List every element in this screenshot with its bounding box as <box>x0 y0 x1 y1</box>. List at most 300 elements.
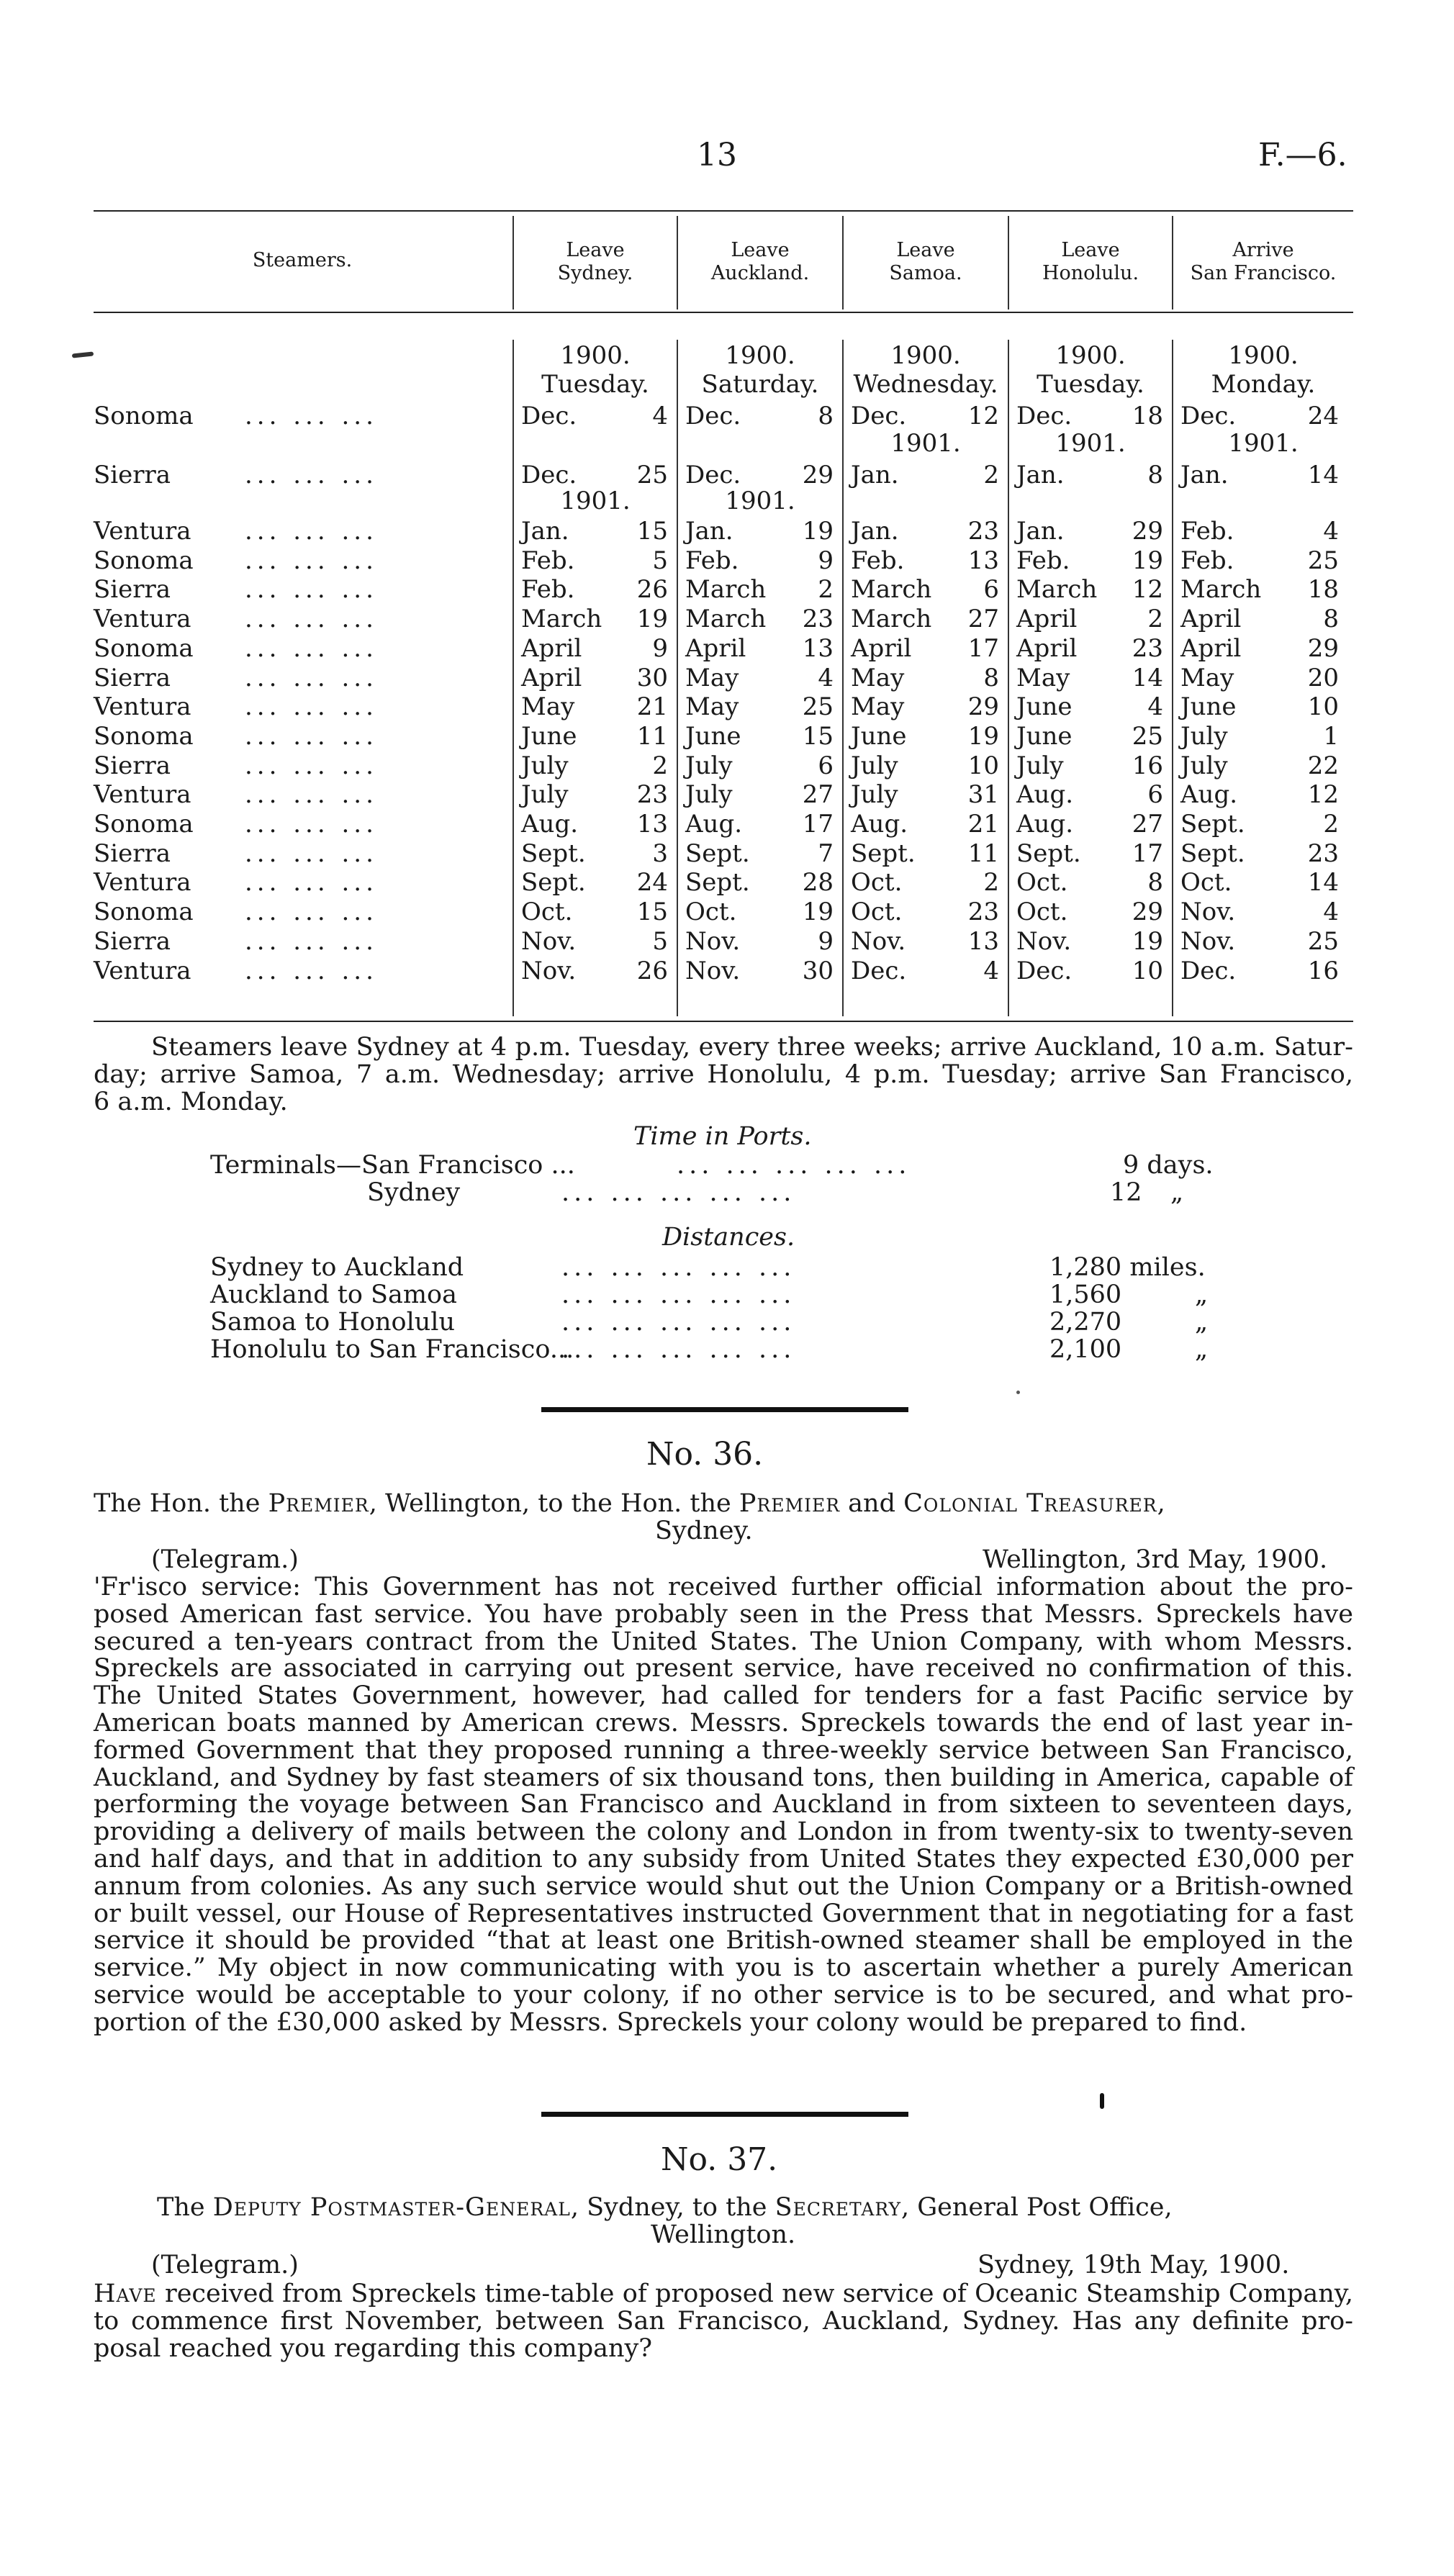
date-cell <box>685 692 834 721</box>
month: Oct. <box>851 898 903 927</box>
month: June <box>521 721 577 751</box>
table-row <box>0 575 1454 604</box>
date-cell <box>851 634 999 663</box>
steamer-name: Ventura <box>94 956 191 985</box>
day: 17 <box>1132 839 1163 868</box>
day: 19 <box>1132 546 1163 575</box>
month: July <box>685 780 733 810</box>
month: March <box>1016 575 1098 605</box>
day: 4 <box>1323 517 1339 546</box>
col-header-leave-sydney: Leave Sydney. <box>557 239 633 284</box>
distance-value: 2,270 <box>1049 1308 1122 1337</box>
auckland-year-heading: 1900. Saturday. <box>701 341 819 399</box>
month: May <box>851 692 905 722</box>
date-cell <box>851 810 999 839</box>
day: 12 <box>1132 575 1163 605</box>
date-cell <box>1180 957 1339 985</box>
date-cell <box>1016 780 1163 809</box>
day: 29 <box>1307 633 1339 663</box>
date-cell <box>685 575 834 604</box>
month: April <box>1016 605 1078 634</box>
month: Sept. <box>521 868 586 898</box>
table-row <box>0 664 1454 692</box>
leader-dots: ... ... ... <box>245 839 378 868</box>
day: 8 <box>818 402 834 430</box>
month: May <box>851 663 905 692</box>
month: Sept. <box>521 839 586 868</box>
day: 18 <box>1307 575 1339 605</box>
day: 26 <box>636 575 668 605</box>
date-cell <box>521 664 668 692</box>
letter-body-line: and half days, and that in addition to any subsidy from United States they expected £30,000 per <box>94 1845 1353 1874</box>
month: April <box>1180 605 1242 634</box>
table-row <box>0 634 1454 663</box>
month: June <box>1016 721 1073 751</box>
day: 12 <box>1307 780 1339 810</box>
year-marker: 1901. <box>1055 429 1126 458</box>
month: Feb. <box>851 546 905 575</box>
day: 5 <box>652 926 668 956</box>
day: 9 <box>818 546 834 575</box>
letter-body-line: 'Fr'isco service: This Government has not received further official information about the pro- <box>94 1573 1353 1601</box>
day: 15 <box>636 517 668 546</box>
day: 29 <box>967 692 999 722</box>
letter-body-line: service it should be provided “that at least one British-owned steamer shall be employed in the <box>94 1926 1353 1956</box>
section-divider <box>541 1407 908 1412</box>
date-cell <box>851 957 999 985</box>
day: 27 <box>967 605 999 634</box>
day: 23 <box>802 605 834 634</box>
month: Feb. <box>685 546 739 575</box>
leader-dots: ... ... ... ... ... <box>561 1308 796 1337</box>
month: April <box>1180 633 1242 663</box>
day: 6 <box>1147 780 1163 810</box>
month: May <box>1180 663 1234 692</box>
month: Jan. <box>1180 461 1229 489</box>
page-reference: F.—6. <box>1258 137 1347 173</box>
letter-body-line: providing a delivery of mails between the colony and London in from twenty-six to twenty-seven <box>94 1817 1353 1847</box>
month: Sept. <box>851 839 916 868</box>
ditto-mark: „ <box>1195 1308 1209 1337</box>
date-cell <box>685 898 834 926</box>
date-cell <box>1016 810 1163 839</box>
day: 2 <box>1147 605 1163 634</box>
month: Dec. <box>1180 402 1237 430</box>
day: 19 <box>802 898 834 927</box>
month: Oct. <box>521 898 573 927</box>
day: 7 <box>818 839 834 868</box>
month: March <box>521 605 602 634</box>
day: 8 <box>1323 605 1339 634</box>
date-cell <box>685 927 834 956</box>
day: 4 <box>652 402 668 430</box>
distance-value: 2,100 <box>1049 1335 1122 1364</box>
day: 29 <box>802 461 834 489</box>
date-cell <box>521 461 668 489</box>
month: April <box>685 633 746 663</box>
date-cell <box>1016 957 1163 985</box>
table-row <box>0 402 1454 430</box>
day: 4 <box>1323 898 1339 927</box>
month: June <box>1180 692 1237 722</box>
date-cell <box>1016 664 1163 692</box>
leader-dots: ... ... ... <box>245 605 378 634</box>
month: July <box>851 751 898 780</box>
date-cell <box>1180 868 1339 897</box>
date-cell <box>1180 898 1339 926</box>
year-marker: 1901. <box>725 487 795 515</box>
pointer-mark <box>72 351 94 358</box>
month: Oct. <box>1180 868 1232 898</box>
date-cell <box>1016 517 1163 546</box>
date-cell <box>851 517 999 546</box>
ports-heading: Time in Ports. <box>633 1122 812 1151</box>
distance-label: Samoa to Honolulu <box>210 1308 456 1337</box>
date-cell <box>851 927 999 956</box>
date-cell <box>685 722 834 751</box>
date-cell <box>521 751 668 780</box>
month: June <box>685 721 741 751</box>
date-cell <box>521 517 668 546</box>
day: 30 <box>636 663 668 692</box>
date-cell <box>851 868 999 897</box>
letter-body-line: American boats manned by American crews. Messrs. Spreckels towards the end of last year in- <box>94 1709 1353 1737</box>
day: 21 <box>967 810 999 839</box>
sydney-days: 12 <box>1110 1178 1142 1207</box>
leader-dots: ... ... ... <box>245 721 378 751</box>
letter-heading: No. 37. <box>661 2141 778 2178</box>
honolulu-year-heading: 1900. Tuesday. <box>1037 341 1144 399</box>
month: Oct. <box>1016 868 1068 898</box>
day: 4 <box>818 663 834 692</box>
date-cell <box>521 722 668 751</box>
month: Feb. <box>521 546 575 575</box>
table-row <box>0 780 1454 809</box>
date-cell <box>851 461 999 489</box>
ink-mark <box>1100 2093 1104 2109</box>
letter-body-line: posal reached you regarding this company? <box>94 2334 653 2363</box>
month: Jan. <box>1016 517 1065 546</box>
day: 19 <box>1132 926 1163 956</box>
steamer-name: Sonoma <box>94 402 194 430</box>
month: Sept. <box>1180 810 1245 839</box>
day: 13 <box>967 926 999 956</box>
month: Dec. <box>521 461 577 489</box>
steamer-name: Sonoma <box>94 546 194 575</box>
day: 25 <box>1307 926 1339 956</box>
day: 4 <box>1147 692 1163 722</box>
ditto-mark: „ <box>1195 1335 1209 1364</box>
table-row <box>0 868 1454 897</box>
month: Feb. <box>1180 517 1234 546</box>
date-cell <box>851 692 999 721</box>
month: July <box>851 780 898 810</box>
day: 20 <box>1307 663 1339 692</box>
table-row <box>0 957 1454 985</box>
month: July <box>521 780 569 810</box>
date-cell <box>1180 461 1339 489</box>
month: March <box>685 605 767 634</box>
date-cell <box>851 722 999 751</box>
month: Sept. <box>1180 839 1245 868</box>
date-cell <box>685 402 834 430</box>
day: 23 <box>1132 633 1163 663</box>
month: June <box>1016 692 1073 722</box>
table-row <box>0 546 1454 575</box>
day: 16 <box>1307 956 1339 985</box>
month: Nov. <box>521 926 577 956</box>
col-header-arrive-san-francisco: Arrive San Francisco. <box>1190 239 1337 284</box>
date-cell <box>521 780 668 809</box>
table-row <box>0 751 1454 780</box>
date-cell <box>685 605 834 633</box>
ditto-mark: „ <box>1195 1280 1209 1309</box>
month: Oct. <box>685 898 737 927</box>
day: 8 <box>983 663 999 692</box>
col-header-leave-samoa: Leave Samoa. <box>889 239 962 284</box>
steamer-name: Sierra <box>94 839 171 868</box>
letter-dateline: Wellington, 3rd May, 1900. <box>983 1545 1328 1574</box>
table-row <box>0 605 1454 633</box>
day: 9 <box>652 633 668 663</box>
date-cell <box>851 664 999 692</box>
leader-dots: ... ... ... <box>245 956 378 985</box>
letter-place: Sydney. <box>655 1517 753 1545</box>
table-row <box>0 517 1454 546</box>
date-cell <box>1180 751 1339 780</box>
leader-dots: ... ... ... ... ... <box>561 1178 796 1207</box>
day: 16 <box>1132 751 1163 780</box>
day: 12 <box>967 402 999 430</box>
letter-address: The Deputy Postmaster-General, Sydney, to the Secretary, General Post Office, <box>157 2193 1173 2222</box>
leader-dots: ... ... ... <box>245 575 378 605</box>
date-cell <box>685 461 834 489</box>
date-cell <box>1016 692 1163 721</box>
letter-body-line: portion of the £30,000 asked by Messrs. Spreckels your colony would be prepared to find. <box>94 2007 1247 2037</box>
day: 8 <box>1147 868 1163 898</box>
month: Aug. <box>521 810 579 839</box>
month: Nov. <box>1180 898 1236 927</box>
col-header-leave-auckland: Leave Auckland. <box>710 239 810 284</box>
letter-body-line: or built vessel, our House of Representatives instructed Government that in negotiating for a fast <box>94 1899 1353 1928</box>
month: Aug. <box>1016 810 1074 839</box>
letter-body-line: annum from colonies. As any such service would shut out the Union Company or a British-owned <box>94 1871 1353 1901</box>
leader-dots: ... ... ... <box>245 810 378 839</box>
date-cell <box>1180 810 1339 839</box>
table-row <box>0 692 1454 721</box>
month: Jan. <box>685 517 733 546</box>
steamer-name: Sonoma <box>94 810 194 839</box>
month: Dec. <box>1180 956 1237 985</box>
day: 30 <box>802 956 834 985</box>
table-bottom-rule <box>94 1021 1353 1022</box>
leader-dots: ... ... ... <box>245 663 378 692</box>
day: 24 <box>1307 402 1339 430</box>
san-francisco-year-heading: 1900. Monday. <box>1211 341 1316 399</box>
table-row <box>0 839 1454 868</box>
sf-days: 9 days. <box>1123 1151 1214 1180</box>
date-cell <box>521 868 668 897</box>
date-cell <box>1016 868 1163 897</box>
col-header-leave-honolulu: Leave Honolulu. <box>1042 239 1139 284</box>
leader-dots: ... ... ... <box>245 402 378 430</box>
month: Jan. <box>851 517 899 546</box>
month: Oct. <box>851 868 903 898</box>
date-cell <box>685 751 834 780</box>
letter-place: Wellington. <box>651 2220 796 2249</box>
month: Nov. <box>1180 926 1236 956</box>
date-cell <box>1016 402 1163 430</box>
day: 28 <box>802 868 834 898</box>
table-header-rule <box>94 312 1353 313</box>
date-cell <box>521 839 668 868</box>
day: 3 <box>652 839 668 868</box>
sydney-label: Sydney <box>367 1178 461 1207</box>
date-cell <box>1180 402 1339 430</box>
date-cell <box>521 605 668 633</box>
leader-dots: ... ... ... ... ... <box>677 1151 911 1180</box>
day: 10 <box>1132 956 1163 985</box>
steamer-name: Ventura <box>94 605 191 634</box>
month: April <box>521 633 582 663</box>
day: 17 <box>967 633 999 663</box>
day: 23 <box>967 898 999 927</box>
month: April <box>1016 633 1078 663</box>
month: April <box>851 633 912 663</box>
leader-dots: ... ... ... ... ... <box>561 1335 796 1364</box>
date-cell <box>1016 634 1163 663</box>
day: 19 <box>636 605 668 634</box>
day: 25 <box>636 461 668 489</box>
steamer-name: Sonoma <box>94 721 194 751</box>
day: 13 <box>802 633 834 663</box>
month: Aug. <box>851 810 908 839</box>
date-cell <box>521 692 668 721</box>
date-cell <box>1016 898 1163 926</box>
day: 23 <box>967 517 999 546</box>
date-cell <box>1016 546 1163 575</box>
month: Nov. <box>1016 926 1072 956</box>
steamer-name: Ventura <box>94 868 191 898</box>
month: Sept. <box>685 868 750 898</box>
month: Aug. <box>1180 780 1238 810</box>
month: Dec. <box>1016 956 1073 985</box>
leader-dots: ... ... ... ... ... <box>561 1280 796 1309</box>
date-cell <box>1180 575 1339 604</box>
leader-dots: ... ... ... <box>245 868 378 898</box>
letter-body-line: secured a ten-years contract from the United States. The Union Company, with whom Messrs. <box>94 1627 1353 1656</box>
leader-dots: ... ... ... <box>245 692 378 722</box>
month: May <box>1016 663 1070 692</box>
date-cell <box>521 402 668 430</box>
day: 29 <box>1132 517 1163 546</box>
month: March <box>851 575 932 605</box>
day: 25 <box>1307 546 1339 575</box>
letter-body-line: performing the voyage between San Francisco and Auckland in from sixteen to seventeen days, <box>94 1790 1353 1820</box>
month: Sept. <box>685 839 750 868</box>
table-row <box>0 461 1454 489</box>
day: 27 <box>802 780 834 810</box>
day: 9 <box>818 926 834 956</box>
date-cell <box>1180 839 1339 868</box>
month: Dec. <box>685 402 741 430</box>
steamer-name: Sierra <box>94 926 171 956</box>
day: 6 <box>983 575 999 605</box>
date-cell <box>851 751 999 780</box>
date-cell <box>521 957 668 985</box>
month: Feb. <box>521 575 575 605</box>
year-marker: 1901. <box>560 487 631 515</box>
letter-heading: No. 36. <box>646 1436 764 1473</box>
leader-dots: ... ... ... <box>245 898 378 927</box>
date-cell <box>685 517 834 546</box>
letter-body-line: The United States Government, however, had called for tenders for a fast Pacific service by <box>94 1681 1353 1711</box>
day: 25 <box>1132 721 1163 751</box>
month: Jan. <box>851 461 899 489</box>
month: Jan. <box>521 517 569 546</box>
steamer-name: Sierra <box>94 461 171 489</box>
day: 10 <box>1307 692 1339 722</box>
letter-body-line: formed Government that they proposed running a three-weekly service between San Francisco, <box>94 1735 1353 1765</box>
date-cell <box>851 898 999 926</box>
day: 23 <box>636 780 668 810</box>
date-cell <box>521 634 668 663</box>
month: March <box>685 575 767 605</box>
distance-label: Sydney to Auckland <box>210 1253 464 1282</box>
month: Nov. <box>851 926 906 956</box>
day: 2 <box>983 461 999 489</box>
day: 2 <box>652 751 668 780</box>
distance-value: 1,280 miles. <box>1049 1253 1206 1282</box>
month: July <box>1180 721 1228 751</box>
table-row <box>0 898 1454 926</box>
day: 14 <box>1132 663 1163 692</box>
note-line: 6 a.m. Monday. <box>94 1088 288 1116</box>
page-number: 13 <box>697 137 737 173</box>
steamer-name: Sonoma <box>94 898 194 927</box>
month: June <box>851 721 907 751</box>
table-top-rule <box>94 210 1353 212</box>
day: 23 <box>1307 839 1339 868</box>
date-cell <box>1180 546 1339 575</box>
month: July <box>1016 751 1064 780</box>
day: 2 <box>983 868 999 898</box>
date-cell <box>1180 517 1339 546</box>
month: March <box>1180 575 1262 605</box>
month: July <box>521 751 569 780</box>
date-cell <box>851 780 999 809</box>
letter-body-line: Auckland, and Sydney by fast steamers of six thousand tons, then building in America, capable of <box>94 1763 1353 1792</box>
table-row <box>0 810 1454 839</box>
date-cell <box>851 575 999 604</box>
distance-label: Auckland to Samoa <box>210 1280 457 1309</box>
table-row <box>0 927 1454 956</box>
day: 8 <box>1147 461 1163 489</box>
date-cell <box>1016 605 1163 633</box>
note-line: Steamers leave Sydney at 4 p.m. Tuesday, every three weeks; arrive Auckland, 10 a.m. Satur- <box>151 1033 1353 1062</box>
day: 15 <box>802 721 834 751</box>
month: Aug. <box>685 810 743 839</box>
sydney-year-heading: 1900. Tuesday. <box>541 341 649 399</box>
distance-label: Honolulu to San Francisco... <box>210 1335 574 1364</box>
month: Nov. <box>521 956 577 985</box>
day: 1 <box>1323 721 1339 751</box>
steamer-name: Ventura <box>94 517 191 546</box>
samoa-year-heading: 1900. Wednesday. <box>853 341 998 399</box>
month: May <box>685 663 739 692</box>
steamer-name: Ventura <box>94 780 191 810</box>
steamer-name: Sonoma <box>94 633 194 663</box>
